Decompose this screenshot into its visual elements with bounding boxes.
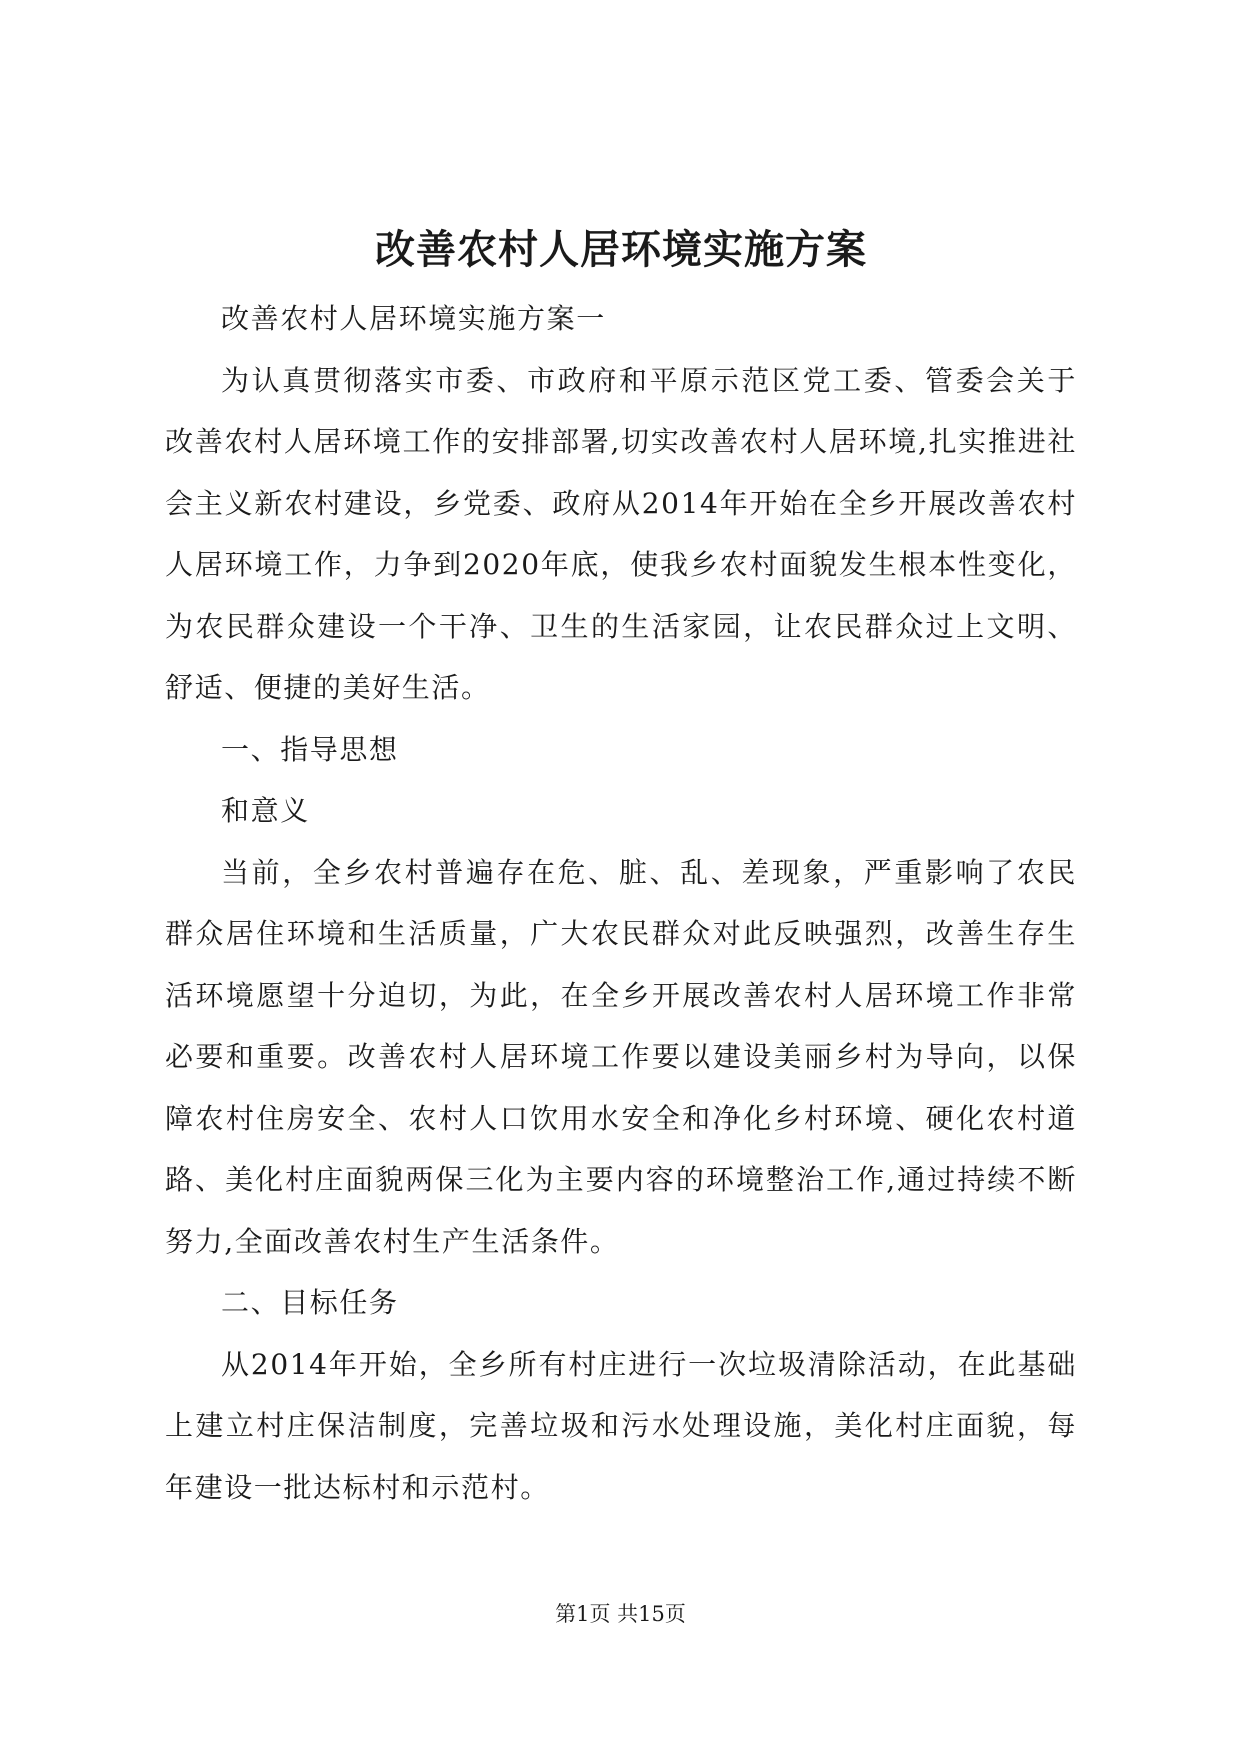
section-heading-1-continued: 和意义 <box>221 794 310 827</box>
section-heading-1: 一、指导思想 <box>221 732 399 766</box>
document-page <box>165 0 1077 1754</box>
paragraph-goals: 从2014年开始，全乡所有村庄进行一次垃圾清除活动，在此基础上建立村庄保洁制度，完善垃圾和污水处理设施，美化村庄面貌，每年建设一批达标村和示范村。 <box>165 1347 1077 1504</box>
page-footer: 第1页 共15页 <box>555 1602 686 1626</box>
paragraph-subtitle: 改善农村人居环境实施方案一 <box>221 302 606 335</box>
section-heading-2: 二、目标任务 <box>221 1286 399 1319</box>
document-body <box>165 288 1077 1518</box>
paragraph-current-situation: 当前，全乡农村普遍存在危、脏、乱、差现象，严重影响了农民群众居住环境和生活质量，广大农民群众对此反映强烈，改善生存生活环境愿望十分迫切，为此，在全乡开展改善农村人居环境工作非常必要和重要。改善农村人居环境工作要以建设美丽乡村为导向，以保障农村住房安全、农村人口饮用水安全和净化乡村环境、硬化农村道路、美化村庄面貌两保三化为主要内容的环境整治工作,通过持续不断努力,全面改善农村生产生活条件。 <box>165 855 1077 1258</box>
paragraph-intro: 为认真贯彻落实市委、市政府和平原示范区党工委、管委会关于改善农村人居环境工作的安排部署,切实改善农村人居环境,扎实推进社会主义新农村建设，乡党委、政府从2014年开始在全乡开展改善农村人居环境工作，力争到2020年底，使我乡农村面貌发生根本性变化，为农民群众建设一个干净、卫生的生活家园，让农民群众过上文明、舒适、便捷的美好生活。 <box>165 363 1077 704</box>
document-title: 改善农村人居环境实施方案 <box>375 226 867 273</box>
